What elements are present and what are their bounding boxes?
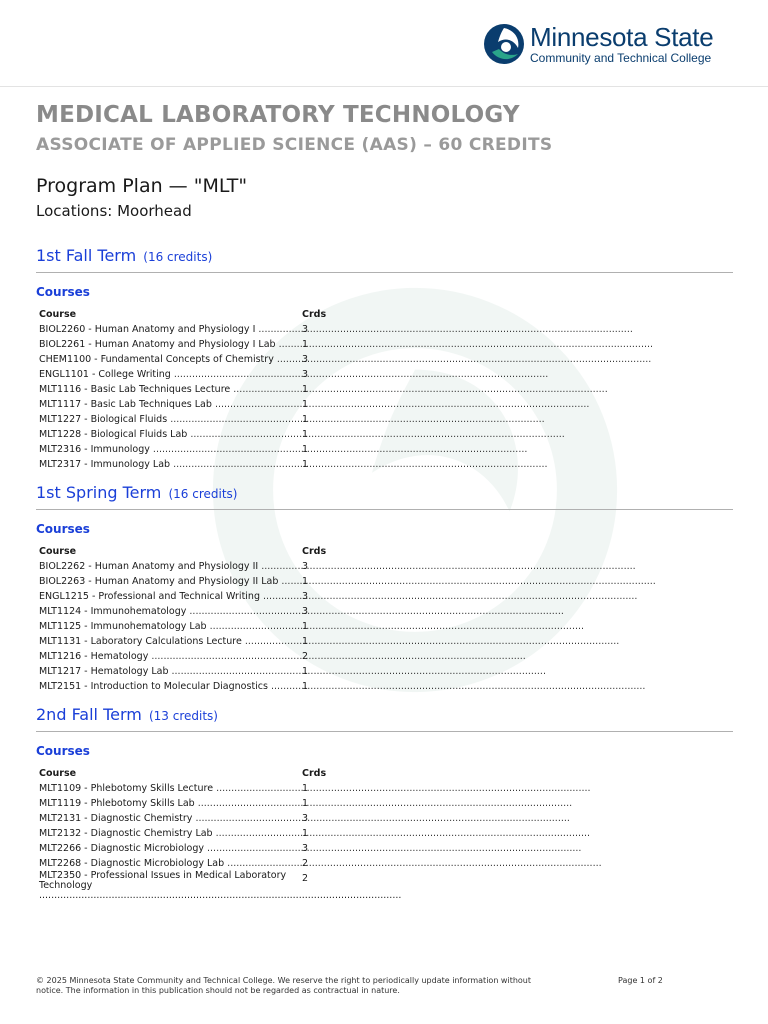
course-row <box>36 427 733 442</box>
logo-sub-text: Community and Technical College <box>530 50 712 65</box>
course-row <box>36 574 733 589</box>
course-column-header: Course <box>39 309 77 320</box>
course-name: MLT2266 - Diagnostic Microbiology ..... <box>39 841 296 856</box>
course-name: ENGL1101 - College Writing ..... <box>39 367 296 382</box>
course-credits: 1 <box>302 339 309 350</box>
course-credits: 1 <box>302 399 309 410</box>
footer-disclaimer: © 2025 Minnesota State Community and Technical College. We reserve the right to periodically update information without notice. The information in this publication should not be regarded as contractual in nature. <box>36 976 531 995</box>
course-name: MLT2151 - Introduction to Molecular Diagnostics ..... <box>39 679 296 694</box>
term-heading <box>36 705 733 732</box>
course-row <box>36 619 733 634</box>
course-credits: 1 <box>302 798 309 809</box>
course-credits: 1 <box>302 636 309 647</box>
term-name: 1st Spring Term <box>36 483 162 502</box>
course-row <box>36 337 733 352</box>
credits-column-header: Crds <box>302 546 327 557</box>
term-name: 2nd Fall Term <box>36 705 142 724</box>
degree-title: ASSOCIATE OF APPLIED SCIENCE (AAS) – 60 CREDITS <box>36 135 553 155</box>
course-row <box>36 457 733 472</box>
course-credits: 1 <box>302 414 309 425</box>
page-number: Page 1 of 2 <box>618 976 663 985</box>
course-credits: 1 <box>302 384 309 395</box>
course-table-header <box>36 546 733 559</box>
course-row <box>36 604 733 619</box>
course-row <box>36 664 733 679</box>
course-row <box>36 781 733 796</box>
logo-main-text: Minnesota State <box>530 21 714 52</box>
course-credits: 3 <box>302 369 309 380</box>
course-name: BIOL2262 - Human Anatomy and Physiology II ..... <box>39 559 296 574</box>
course-row <box>36 559 733 574</box>
course-row <box>36 382 733 397</box>
college-logo-icon <box>482 22 526 66</box>
course-name: MLT1131 - Laboratory Calculations Lecture ..... <box>39 634 296 649</box>
courses-label: Courses <box>36 744 90 758</box>
course-table-header <box>36 309 733 322</box>
course-credits: 3 <box>302 591 309 602</box>
course-name: MLT1125 - Immunohematology Lab ..... <box>39 619 296 634</box>
course-credits: 3 <box>302 324 309 335</box>
program-title: MEDICAL LABORATORY TECHNOLOGY <box>36 102 520 128</box>
course-row <box>36 589 733 604</box>
course-credits: 1 <box>302 828 309 839</box>
course-row <box>36 322 733 337</box>
course-row <box>36 397 733 412</box>
program-plan-title: Program Plan — "MLT" <box>36 175 248 197</box>
term-name: 1st Fall Term <box>36 246 137 265</box>
course-row <box>36 412 733 427</box>
term-section <box>36 705 733 901</box>
program-locations: Locations: Moorhead <box>36 202 192 220</box>
course-row <box>36 352 733 367</box>
course-credits: 3 <box>302 606 309 617</box>
term-section <box>36 246 733 472</box>
course-name: ENGL1215 - Professional and Technical Writing ..... <box>39 589 296 604</box>
page-header <box>0 0 768 87</box>
course-name: MLT1227 - Biological Fluids ..... <box>39 412 296 427</box>
course-name: MLT2131 - Diagnostic Chemistry ..... <box>39 811 296 826</box>
course-name: MLT1228 - Biological Fluids Lab ..... <box>39 427 296 442</box>
term-heading <box>36 246 733 273</box>
course-credits: 3 <box>302 354 309 365</box>
term-credits: (16 credits) <box>168 487 238 501</box>
credits-column-header: Crds <box>302 309 327 320</box>
term-credits: (13 credits) <box>148 709 218 723</box>
leader-dots: ........................................................................................................................ <box>39 890 402 901</box>
courses-label: Courses <box>36 285 90 299</box>
course-name: MLT2132 - Diagnostic Chemistry Lab ..... <box>39 826 296 841</box>
course-credits: 2 <box>302 651 309 662</box>
course-name <box>39 870 402 901</box>
course-name: BIOL2261 - Human Anatomy and Physiology I Lab ..... <box>39 337 296 352</box>
course-name: MLT2317 - Immunology Lab ..... <box>39 457 296 472</box>
term-section <box>36 483 733 694</box>
course-credits: 1 <box>302 621 309 632</box>
term-heading <box>36 483 733 510</box>
course-name: MLT1124 - Immunohematology ..... <box>39 604 296 619</box>
course-credits: 1 <box>302 681 309 692</box>
course-name: MLT1216 - Hematology ..... <box>39 649 296 664</box>
course-credits: 1 <box>302 459 309 470</box>
course-credits: 1 <box>302 429 309 440</box>
course-name: MLT1119 - Phlebotomy Skills Lab ..... <box>39 796 296 811</box>
course-name: MLT1116 - Basic Lab Techniques Lecture ..... <box>39 382 296 397</box>
course-name: CHEM1100 - Fundamental Concepts of Chemistry ..... <box>39 352 296 367</box>
course-row <box>36 870 733 901</box>
course-column-header: Course <box>39 546 77 557</box>
course-credits: 3 <box>302 561 309 572</box>
course-name: MLT2268 - Diagnostic Microbiology Lab ..... <box>39 856 296 871</box>
course-name: MLT2316 - Immunology ..... <box>39 442 296 457</box>
course-column-header: Course <box>39 768 77 779</box>
course-credits: 3 <box>302 843 309 854</box>
course-name: MLT1117 - Basic Lab Techniques Lab ..... <box>39 397 296 412</box>
course-row <box>36 367 733 382</box>
course-name: BIOL2263 - Human Anatomy and Physiology II Lab ..... <box>39 574 296 589</box>
course-row <box>36 826 733 841</box>
course-row <box>36 796 733 811</box>
course-name-text: MLT2350 - Professional Issues in Medical Laboratory Technology <box>39 870 287 891</box>
course-table-header <box>36 768 733 781</box>
course-row <box>36 841 733 856</box>
term-credits: (16 credits) <box>143 250 213 264</box>
college-logo <box>482 22 713 66</box>
course-row <box>36 649 733 664</box>
course-credits: 1 <box>302 783 309 794</box>
course-name: BIOL2260 - Human Anatomy and Physiology I ..... <box>39 322 296 337</box>
course-name: MLT1217 - Hematology Lab ..... <box>39 664 296 679</box>
course-row <box>36 811 733 826</box>
course-credits: 1 <box>302 576 309 587</box>
course-row <box>36 856 733 871</box>
course-credits: 2 <box>302 858 309 869</box>
credits-column-header: Crds <box>302 768 327 779</box>
courses-label: Courses <box>36 522 90 536</box>
course-credits: 2 <box>302 873 309 884</box>
course-credits: 1 <box>302 444 309 455</box>
course-credits: 1 <box>302 666 309 677</box>
course-row <box>36 634 733 649</box>
course-row <box>36 442 733 457</box>
course-row <box>36 679 733 694</box>
course-name: MLT1109 - Phlebotomy Skills Lecture ..... <box>39 781 296 796</box>
course-credits: 3 <box>302 813 309 824</box>
